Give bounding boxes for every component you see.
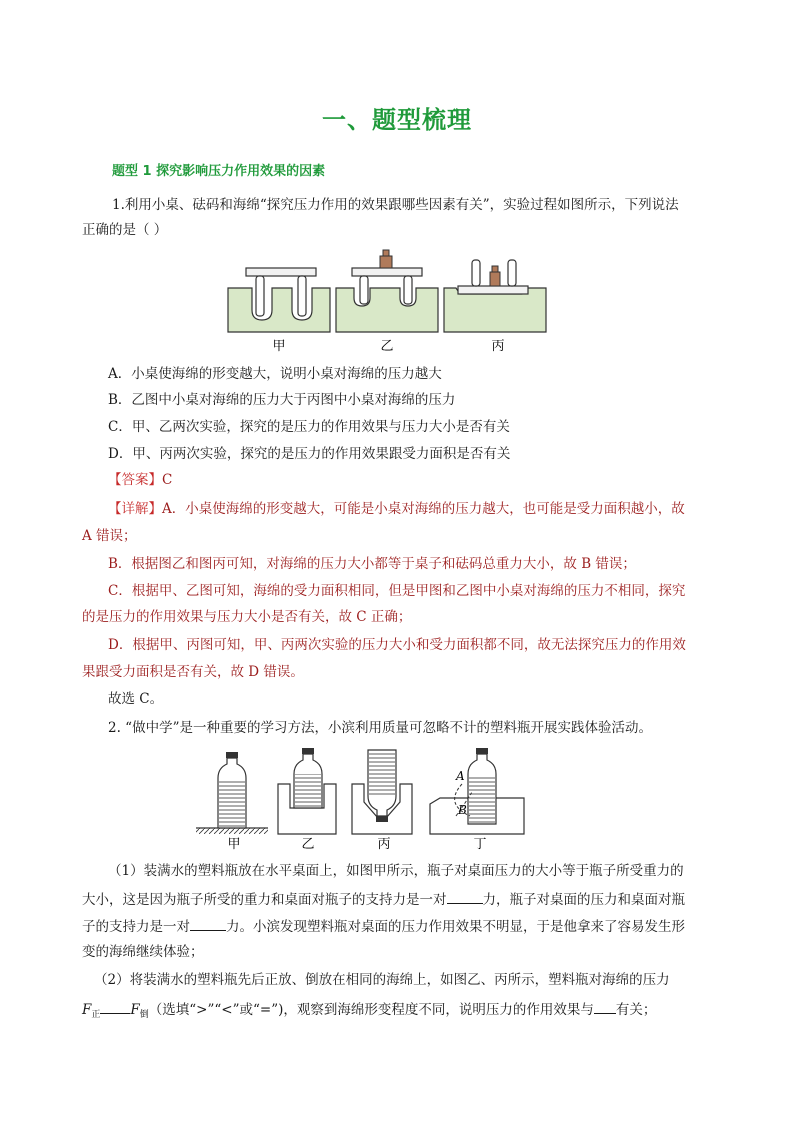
blank-2[interactable]	[190, 916, 226, 931]
q2-intro: 2. “做中学”是一种重要的学习方法，小滨利用质量可忽略不计的塑料瓶开展实践体验活动。	[108, 720, 652, 736]
p1-text-d: 力。小滨发现塑料瓶对桌面的压力作用效果不明显，于是他拿来了容易发生形	[226, 919, 685, 935]
p2-text-a: （选填“>”“<”或“=”)，观察到海绵形变程度不同，说明压力的作用效果与	[148, 1002, 594, 1018]
sponge-bing	[444, 260, 546, 332]
sponge-yi	[336, 250, 438, 332]
blank-4[interactable]	[594, 999, 616, 1014]
q1-option-b: B．乙图中小桌对海绵的压力大于丙图中小桌对海绵的压力	[108, 392, 456, 408]
q1-figure	[222, 246, 550, 358]
p1-text-b: 力，瓶子对桌面的压力和桌面对瓶	[482, 892, 685, 908]
bottle-yi	[278, 748, 336, 834]
page-title: 一、题型梳理	[322, 106, 472, 134]
q1-stem-line2: 正确的是（ ）	[82, 222, 168, 238]
q2-p1-line2	[82, 889, 685, 909]
q2-p1-line4: 变的海绵继续体验；	[82, 944, 204, 960]
bottle-bing	[352, 750, 412, 834]
force-subscript-1: 正	[91, 1010, 101, 1020]
force-subscript-2: 倒	[139, 1010, 149, 1020]
answer-value: C	[162, 472, 173, 488]
point-b-label: B	[458, 803, 467, 817]
q1-detail-line2: A 错误；	[82, 528, 137, 544]
blank-1[interactable]	[447, 889, 483, 904]
q2-p1-line1: （1）装满水的塑料瓶放在水平桌面上，如图甲所示，瓶子对桌面压力的大小等于瓶子所受重力的	[108, 863, 684, 879]
p1-text-a: 大小，这是因为瓶子所受的重力和桌面对瓶子的支持力是一对	[82, 892, 447, 908]
fig2-label-bing: 丙	[377, 837, 391, 852]
q1-detail-line1	[108, 500, 685, 518]
q1-detail-line4: C．根据甲、乙图可知，海绵的受力面积相同，但是甲图和乙图中小桌对海绵的压力不相同，探究	[108, 583, 686, 599]
q1-option-a: A．小桌使海绵的形变越大，说明小桌对海绵的压力越大	[108, 366, 442, 382]
fig1-label-bing: 丙	[491, 339, 505, 354]
bottle-jia	[196, 752, 268, 834]
q1-option-c: C．甲、乙两次实验，探究的是压力的作用效果与压力大小是否有关	[108, 419, 510, 435]
answer-tag: 【答案】	[108, 472, 162, 488]
q1-option-d: D．甲、丙两次实验，探究的是压力的作用效果跟受力面积是否有关	[108, 446, 511, 462]
q1-detail-line6: D．根据甲、丙图可知，甲、丙两次实验的压力大小和受力面积都不同，故无法探究压力的作用效	[108, 637, 686, 653]
q2-figure	[194, 744, 534, 852]
q1-detail-line7: 果跟受力面积是否有关，故 D 错误。	[82, 664, 304, 680]
fig1-label-yi: 乙	[380, 339, 394, 354]
section-title: 题型 1 探究影响压力作用效果的因素	[112, 164, 326, 179]
sponge-jia	[228, 268, 330, 332]
q1-conclusion: 故选 C。	[108, 691, 164, 707]
fig1-label-jia: 甲	[272, 339, 286, 354]
fig2-label-yi: 乙	[301, 837, 315, 852]
q2-p2-line2	[82, 999, 656, 1021]
q1-answer	[108, 471, 172, 489]
force-symbol-1: F	[82, 1002, 92, 1018]
fig2-label-ding: 丁	[473, 837, 487, 852]
fig2-label-jia: 甲	[227, 837, 241, 852]
bottle-ding	[430, 748, 524, 834]
point-a-label: A	[456, 769, 465, 783]
p1-text-c: 子的支持力是一对	[82, 919, 190, 935]
blank-3[interactable]	[100, 999, 130, 1014]
detail-text: A．小桌使海绵的形变越大，可能是小桌对海绵的压力越大，也可能是受力面积越小，故	[162, 501, 685, 517]
q1-detail-line5: 的是压力的作用效果与压力大小是否有关，故 C 正确；	[82, 609, 412, 625]
q2-p1-line3	[82, 916, 685, 936]
q2-p2-line1: （2）将装满水的塑料瓶先后正放、倒放在相同的海绵上，如图乙、丙所示，塑料瓶对海绵的压力	[94, 972, 670, 988]
q1-stem-line1: 1.利用小桌、砝码和海绵“探究压力作用的效果跟哪些因素有关”，实验过程如图所示，下列说法	[112, 197, 679, 213]
q1-detail-line3: B．根据图乙和图丙可知，对海绵的压力大小都等于桌子和砝码总重力大小，故 B 错误；	[108, 556, 636, 572]
force-symbol-2: F	[130, 1002, 140, 1018]
detail-tag: 【详解】	[108, 501, 162, 517]
p2-text-b: 有关；	[615, 1002, 657, 1018]
